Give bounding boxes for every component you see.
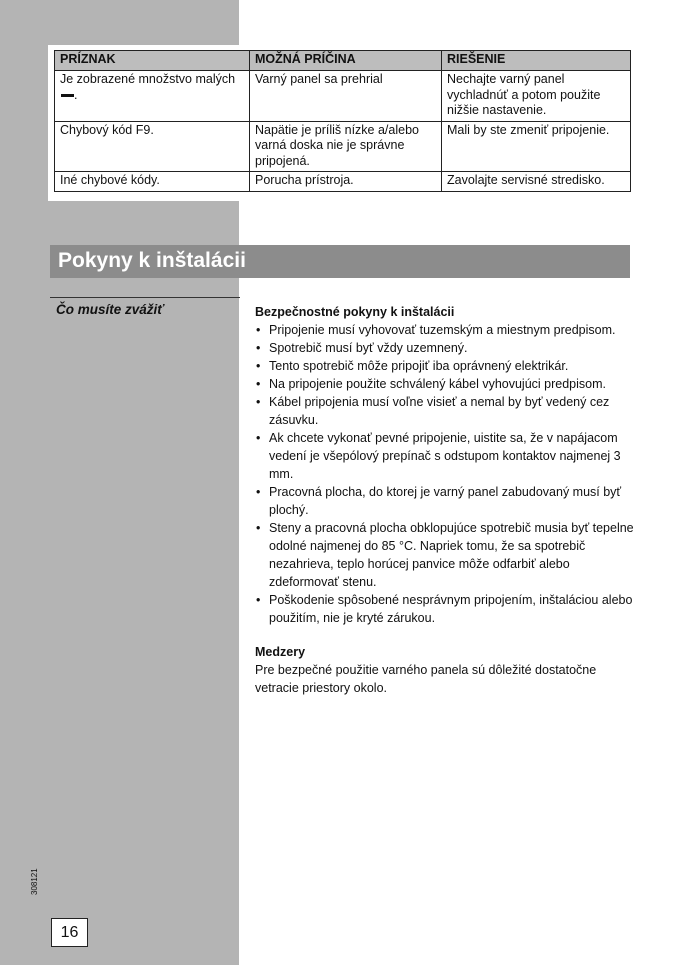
page-number: 16 bbox=[51, 918, 88, 947]
list-item-text: Steny a pracovná plocha obklopujúce spotrebič musia byť tepelne odolné najmenej do 85 °C. Napriek tomu, že sa spotrebič nezahrieva, teplo horúcej panvice môže odfarbiť alebo zdeformovať stenu. bbox=[269, 521, 634, 589]
symptom-text: Je zobrazené množstvo malých bbox=[60, 72, 236, 86]
gaps-heading: Medzery bbox=[255, 645, 306, 659]
safety-list bbox=[255, 321, 635, 627]
list-item-text: Na pripojenie použite schválený kábel vyhovujúci predpisom. bbox=[269, 377, 606, 391]
header-solution: RIEŠENIE bbox=[442, 51, 631, 71]
troubleshooting-table bbox=[54, 50, 631, 192]
dash-symbol-icon bbox=[61, 94, 74, 97]
side-divider bbox=[50, 297, 240, 298]
list-item bbox=[255, 429, 635, 483]
table-row bbox=[55, 71, 631, 122]
solution-cell: Mali by ste zmeniť pripojenie. bbox=[442, 121, 631, 172]
symptom-cell bbox=[55, 71, 250, 122]
cause-cell: Napätie je príliš nízke a/alebo varná doska nie je správne pripojená. bbox=[250, 121, 442, 172]
list-item-text: Pracovná plocha, do ktorej je varný panel zabudovaný musí byť plochý. bbox=[269, 485, 622, 517]
side-heading: Čo musíte zvážiť bbox=[56, 302, 164, 317]
list-item-text: Tento spotrebič môže pripojiť iba oprávnený elektrikár. bbox=[269, 359, 569, 373]
safety-heading: Bezpečnostné pokyny k inštalácii bbox=[255, 305, 455, 319]
section-title: Pokyny k inštalácii bbox=[58, 249, 246, 272]
list-item-text: Spotrebič musí byť vždy uzemnený. bbox=[269, 341, 468, 355]
list-item bbox=[255, 321, 635, 339]
bullet-icon: • bbox=[256, 521, 261, 535]
bullet-icon: • bbox=[256, 431, 261, 445]
bullet-icon: • bbox=[256, 485, 261, 499]
list-item-text: Poškodenie spôsobené nesprávnym pripojením, inštaláciou alebo použitím, nie je kryté zárukou. bbox=[269, 593, 633, 625]
symptom-suffix: . bbox=[74, 87, 78, 102]
document-number: 308121 bbox=[30, 868, 39, 895]
symptom-cell: Iné chybové kódy. bbox=[55, 172, 250, 192]
table-row bbox=[55, 172, 631, 192]
table-row bbox=[55, 121, 631, 172]
list-item bbox=[255, 393, 635, 429]
bullet-icon: • bbox=[256, 359, 261, 373]
list-item bbox=[255, 483, 635, 519]
symptom-cell: Chybový kód F9. bbox=[55, 121, 250, 172]
solution-cell: Zavolajte servisné stredisko. bbox=[442, 172, 631, 192]
list-item bbox=[255, 375, 635, 393]
list-item bbox=[255, 357, 635, 375]
section-banner bbox=[50, 245, 630, 278]
list-item-text: Kábel pripojenia musí voľne visieť a nemal by byť vedený cez zásuvku. bbox=[269, 395, 610, 427]
header-cause: MOŽNÁ PRÍČINA bbox=[250, 51, 442, 71]
list-item bbox=[255, 519, 635, 591]
header-symptom: PRÍZNAK bbox=[55, 51, 250, 71]
solution-cell: Nechajte varný panel vychladnúť a potom použite nižšie nastavenie. bbox=[442, 71, 631, 122]
cause-cell: Varný panel sa prehrial bbox=[250, 71, 442, 122]
list-item-text: Ak chcete vykonať pevné pripojenie, uistite sa, že v napájacom vedení je všepólový prepínač s odstupom kontaktov najmenej 3 mm. bbox=[269, 431, 621, 481]
bullet-icon: • bbox=[256, 341, 261, 355]
table-header-row bbox=[55, 51, 631, 71]
main-content bbox=[255, 303, 635, 697]
bullet-icon: • bbox=[256, 395, 261, 409]
bullet-icon: • bbox=[256, 593, 261, 607]
list-item-text: Pripojenie musí vyhovovať tuzemským a miestnym predpisom. bbox=[269, 323, 616, 337]
cause-cell: Porucha prístroja. bbox=[250, 172, 442, 192]
bullet-icon: • bbox=[256, 323, 261, 337]
bullet-icon: • bbox=[256, 377, 261, 391]
gaps-text: Pre bezpečné použitie varného panela sú dôležité dostatočne vetracie priestory okolo. bbox=[255, 663, 597, 695]
list-item bbox=[255, 339, 635, 357]
list-item bbox=[255, 591, 635, 627]
